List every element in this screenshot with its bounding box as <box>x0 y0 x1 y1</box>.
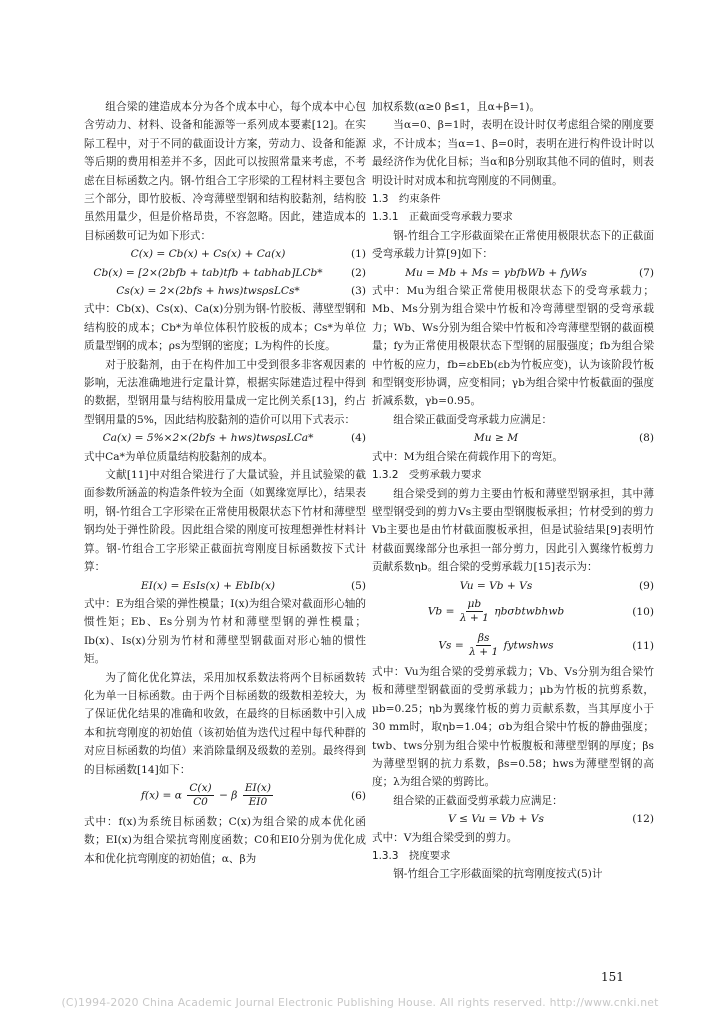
equation-number: (2) <box>350 266 366 279</box>
paragraph: 组合梁正截面受弯承载力应满足： <box>393 413 553 426</box>
equation-part: f(x) = α <box>141 789 182 802</box>
equation-number: (11) <box>632 639 654 652</box>
paragraph: 式中：V为组合梁受到的剪力。 <box>372 831 518 844</box>
equation-5 <box>84 577 366 595</box>
left-column <box>84 98 366 868</box>
equation-expression: V ≤ Vu = Vb + Vs <box>448 813 544 826</box>
copyright-footer: (C)1994-2020 China Academic Journal Electronic Publishing House. All rights reserved. http://www.cnki.net <box>61 996 659 1009</box>
equation-number: (12) <box>632 813 654 826</box>
fraction-numerator: μb <box>467 598 482 611</box>
equation-number: (5) <box>350 579 366 592</box>
paragraph: 式中：f(x)为系统目标函数；C(x)为组合梁的成本优化函数；EI(x)为组合梁抗弯刚度函数；C0和EI0分别为优化成本和优化抗弯刚度的初始值；α、β为 <box>84 815 366 865</box>
equation-expression <box>372 598 620 625</box>
paragraph: 式中：Vu为组合梁的受剪承载力；Vb、Vs分别为组合梁竹板和薄壁型钢截面的受剪承载力；μb为竹板的抗剪系数，μb=0.25；ηb为翼缘竹板的剪力贡献系数，当其厚度小于30 mm时，取ηb=1.04；σb为组合梁中竹板的静曲强度；twb、tws分别为组合梁中竹板腹板和薄壁型钢的厚度；βs为薄壁型钢的抗力系数，βs=0.58；hws为薄壁型钢的高度；λ为组合梁的剪跨比。 <box>372 665 654 789</box>
equation-expression: Cb(x) = [2×(2bfb + tab)tfb + tabhab]LCb* <box>93 266 323 279</box>
equation-expression: C(x) = Cb(x) + Cs(x) + Ca(x) <box>130 248 286 261</box>
equation-part: − β <box>219 789 238 802</box>
equation-number: (1) <box>350 248 366 261</box>
equation-expression: Mu ≥ M <box>473 432 519 445</box>
equation-10 <box>372 595 654 629</box>
paragraph: 组合梁的正截面受剪承载力应满足： <box>393 794 563 807</box>
fraction-denominator: λ + 1 <box>459 612 489 625</box>
paragraph: 加权系数(α≥0 β≤1，且α+β=1)。 <box>372 101 541 113</box>
paragraph: 组合梁的建造成本分为各个成本中心，每个成本中心包含劳动力、材料、设备和能源等一系列成本要素[12]。在实际工程中，对于不同的截面设计方案，劳动力、设备和能源等后期的费用相差并不多，因此可以按照常量来考虑，不考虑在目标函数之内。钢-竹组合工字形梁的工程材料主要包含三个部分，即竹胶板、冷弯薄壁型钢和结构胶黏剂，结构胶虽然用量少，但是价格昂贵，不容忽略。因此，建造成本的目标函数可记为如下形式： <box>84 101 366 242</box>
page-number: 151 <box>601 970 624 984</box>
fraction <box>460 598 489 625</box>
fraction-numerator: βs <box>477 632 490 645</box>
paragraph: 式中Ca*为单位质量结构胶黏剂的成本。 <box>84 450 274 463</box>
equation-12 <box>372 810 654 828</box>
equation-number: (6) <box>350 789 366 802</box>
equation-number: (9) <box>638 579 654 592</box>
equation-expression: Mu = Mb + Ms = γbfbWb + fyWs <box>405 266 587 279</box>
fraction-denominator: EI0 <box>248 796 268 809</box>
paragraph: 组合梁受到的剪力主要由竹板和薄壁型钢承担，其中薄壁型钢受到的剪力Vs主要由型钢腹板承担；竹材受到的剪力Vb主要也是由竹材截面腹板承担，但是试验结果[9]表明竹材截面翼缘部分也承担一部分剪力，因此引入翼缘竹板剪力贡献系数ηb。组合梁的受剪承载力[15]表示为： <box>372 487 654 574</box>
paragraph: 钢-竹组合工字形截面梁的抗弯刚度按式(5)计 <box>393 868 603 881</box>
equation-expression: EI(x) = EsIs(x) + EbIb(x) <box>140 579 276 592</box>
paragraph: 为了简化优化算法，采用加权系数法将两个目标函数转化为单一目标函数。由于两个目标函数的级数相差较大，为了保证优化结果的准确和收敛，在最终的目标函数中引入成本和抗弯刚度的初始值（该初始值为迭代过程中每代种群的对应目标函数的均值）来消除量纲及级数的差别。最终得到的目标函数[14]如下： <box>84 671 366 776</box>
equation-number: (10) <box>632 605 654 618</box>
equation-number: (7) <box>638 266 654 279</box>
fraction <box>243 782 273 809</box>
equation-expression: Cs(x) = 2×(2bfs + hws)twsρsLCs* <box>116 285 300 298</box>
fraction-numerator: EI(x) <box>244 782 271 795</box>
subsection-heading: 1.3.1 正截面受弯承载力要求 <box>372 211 513 224</box>
fraction-numerator: C(x) <box>189 782 212 795</box>
equation-part: Vs = <box>438 639 464 652</box>
paragraph: 式中：Cb(x)、Cs(x)、Ca(x)分别为钢-竹胶板、薄壁型钢和结构胶的成本；Cb*为单位体积竹胶板的成本；Cs*为单位质量型钢的成本；ρs为型钢的密度；L为构件的长度。 <box>84 303 366 353</box>
paragraph: 式中：M为组合梁在荷载作用下的弯矩。 <box>372 450 563 463</box>
fraction <box>187 782 213 809</box>
equation-2 <box>84 264 366 282</box>
equation-expression <box>84 782 332 809</box>
equation-7 <box>372 264 654 282</box>
paragraph: 式中：Mu为组合梁正常使用极限状态下的受弯承载力；Mb、Ms分别为组合梁中竹板和冷弯薄壁型钢的受弯承载力；Wb、Ws分别为组合梁中竹板和冷弯薄壁型钢的截面模量；fy为正常使用极限状态下型钢的屈服强度；fb为组合梁中竹板的应力，fb=εbEb(εb为竹板应变)，认为该阶段竹板和型钢变形协调，应变相同；γb为组合梁中竹板截面的强度折减系数，γb=0.95。 <box>372 285 654 408</box>
paragraph: 对于胶黏剂，由于在构件加工中受到很多非客观因素的影响，无法准确地进行定量计算，根据实际建造过程中得到的数据，型钢用量与结构胶用量成一定比例关系[13]，约占型钢用量的5%，因此结构胶黏剂的造价可以用下式表示： <box>84 358 366 426</box>
equation-number: (8) <box>638 432 654 445</box>
paragraph: 文献[11]中对组合梁进行了大量试验，并且试验梁的截面参数所涵盖的构造条件较为全面（如翼缘宽厚比），结果表明，钢-竹组合工字形梁在正常使用极限状态下竹材和薄壁型钢均处于弹性阶段。因此组合梁的刚度可按理想弹性材料计算。钢-竹组合工字形梁正截面抗弯刚度目标函数按下式计算： <box>84 469 366 574</box>
section-heading: 1.3 约束条件 <box>372 193 441 206</box>
subsection-heading: 1.3.3 挠度要求 <box>372 849 451 862</box>
equation-6 <box>84 779 366 813</box>
subsection-heading: 1.3.2 受剪承载力要求 <box>372 469 482 482</box>
equation-part: fytwshws <box>503 639 554 652</box>
fraction-denominator: λ + 1 <box>469 646 499 659</box>
equation-number: (4) <box>350 432 366 445</box>
right-column <box>372 98 654 884</box>
fraction <box>469 632 498 659</box>
equation-9 <box>372 577 654 595</box>
equation-number: (3) <box>350 285 366 298</box>
paragraph: 式中：E为组合梁的弹性模量；I(x)为组合梁对截面形心轴的惯性矩；Eb、Es分别为竹材和薄壁型钢的弹性模量；Ib(x)、Is(x)分别为竹材和薄壁型钢截面对形心轴的惯性矩。 <box>84 597 366 666</box>
fraction-denominator: C0 <box>193 796 208 809</box>
equation-3 <box>84 282 366 300</box>
equation-1 <box>84 245 366 263</box>
equation-11 <box>372 629 654 663</box>
equation-expression <box>372 632 620 659</box>
equation-part: ηbσbtwbhwb <box>494 605 565 618</box>
equation-expression: Vu = Vb + Vs <box>459 579 533 592</box>
equation-8 <box>372 429 654 447</box>
equation-part: Vb = <box>427 605 455 618</box>
paragraph: 钢-竹组合工字形截面梁在正常使用极限状态下的正截面受弯承载力计算[9]如下： <box>372 229 654 261</box>
equation-4 <box>84 429 366 447</box>
equation-expression: Ca(x) = 5%×2×(2bfs + hws)twsρsLCa* <box>102 432 314 445</box>
paragraph: 当α=0、β=1时，表明在设计时仅考虑组合梁的刚度要求，不计成本；当α=1、β=0时，表明在进行构件设计时以最经济作为优化目标；当α和β分别取其他不同的值时，则表明设计时对成本和抗弯刚度的不同侧重。 <box>372 119 654 187</box>
